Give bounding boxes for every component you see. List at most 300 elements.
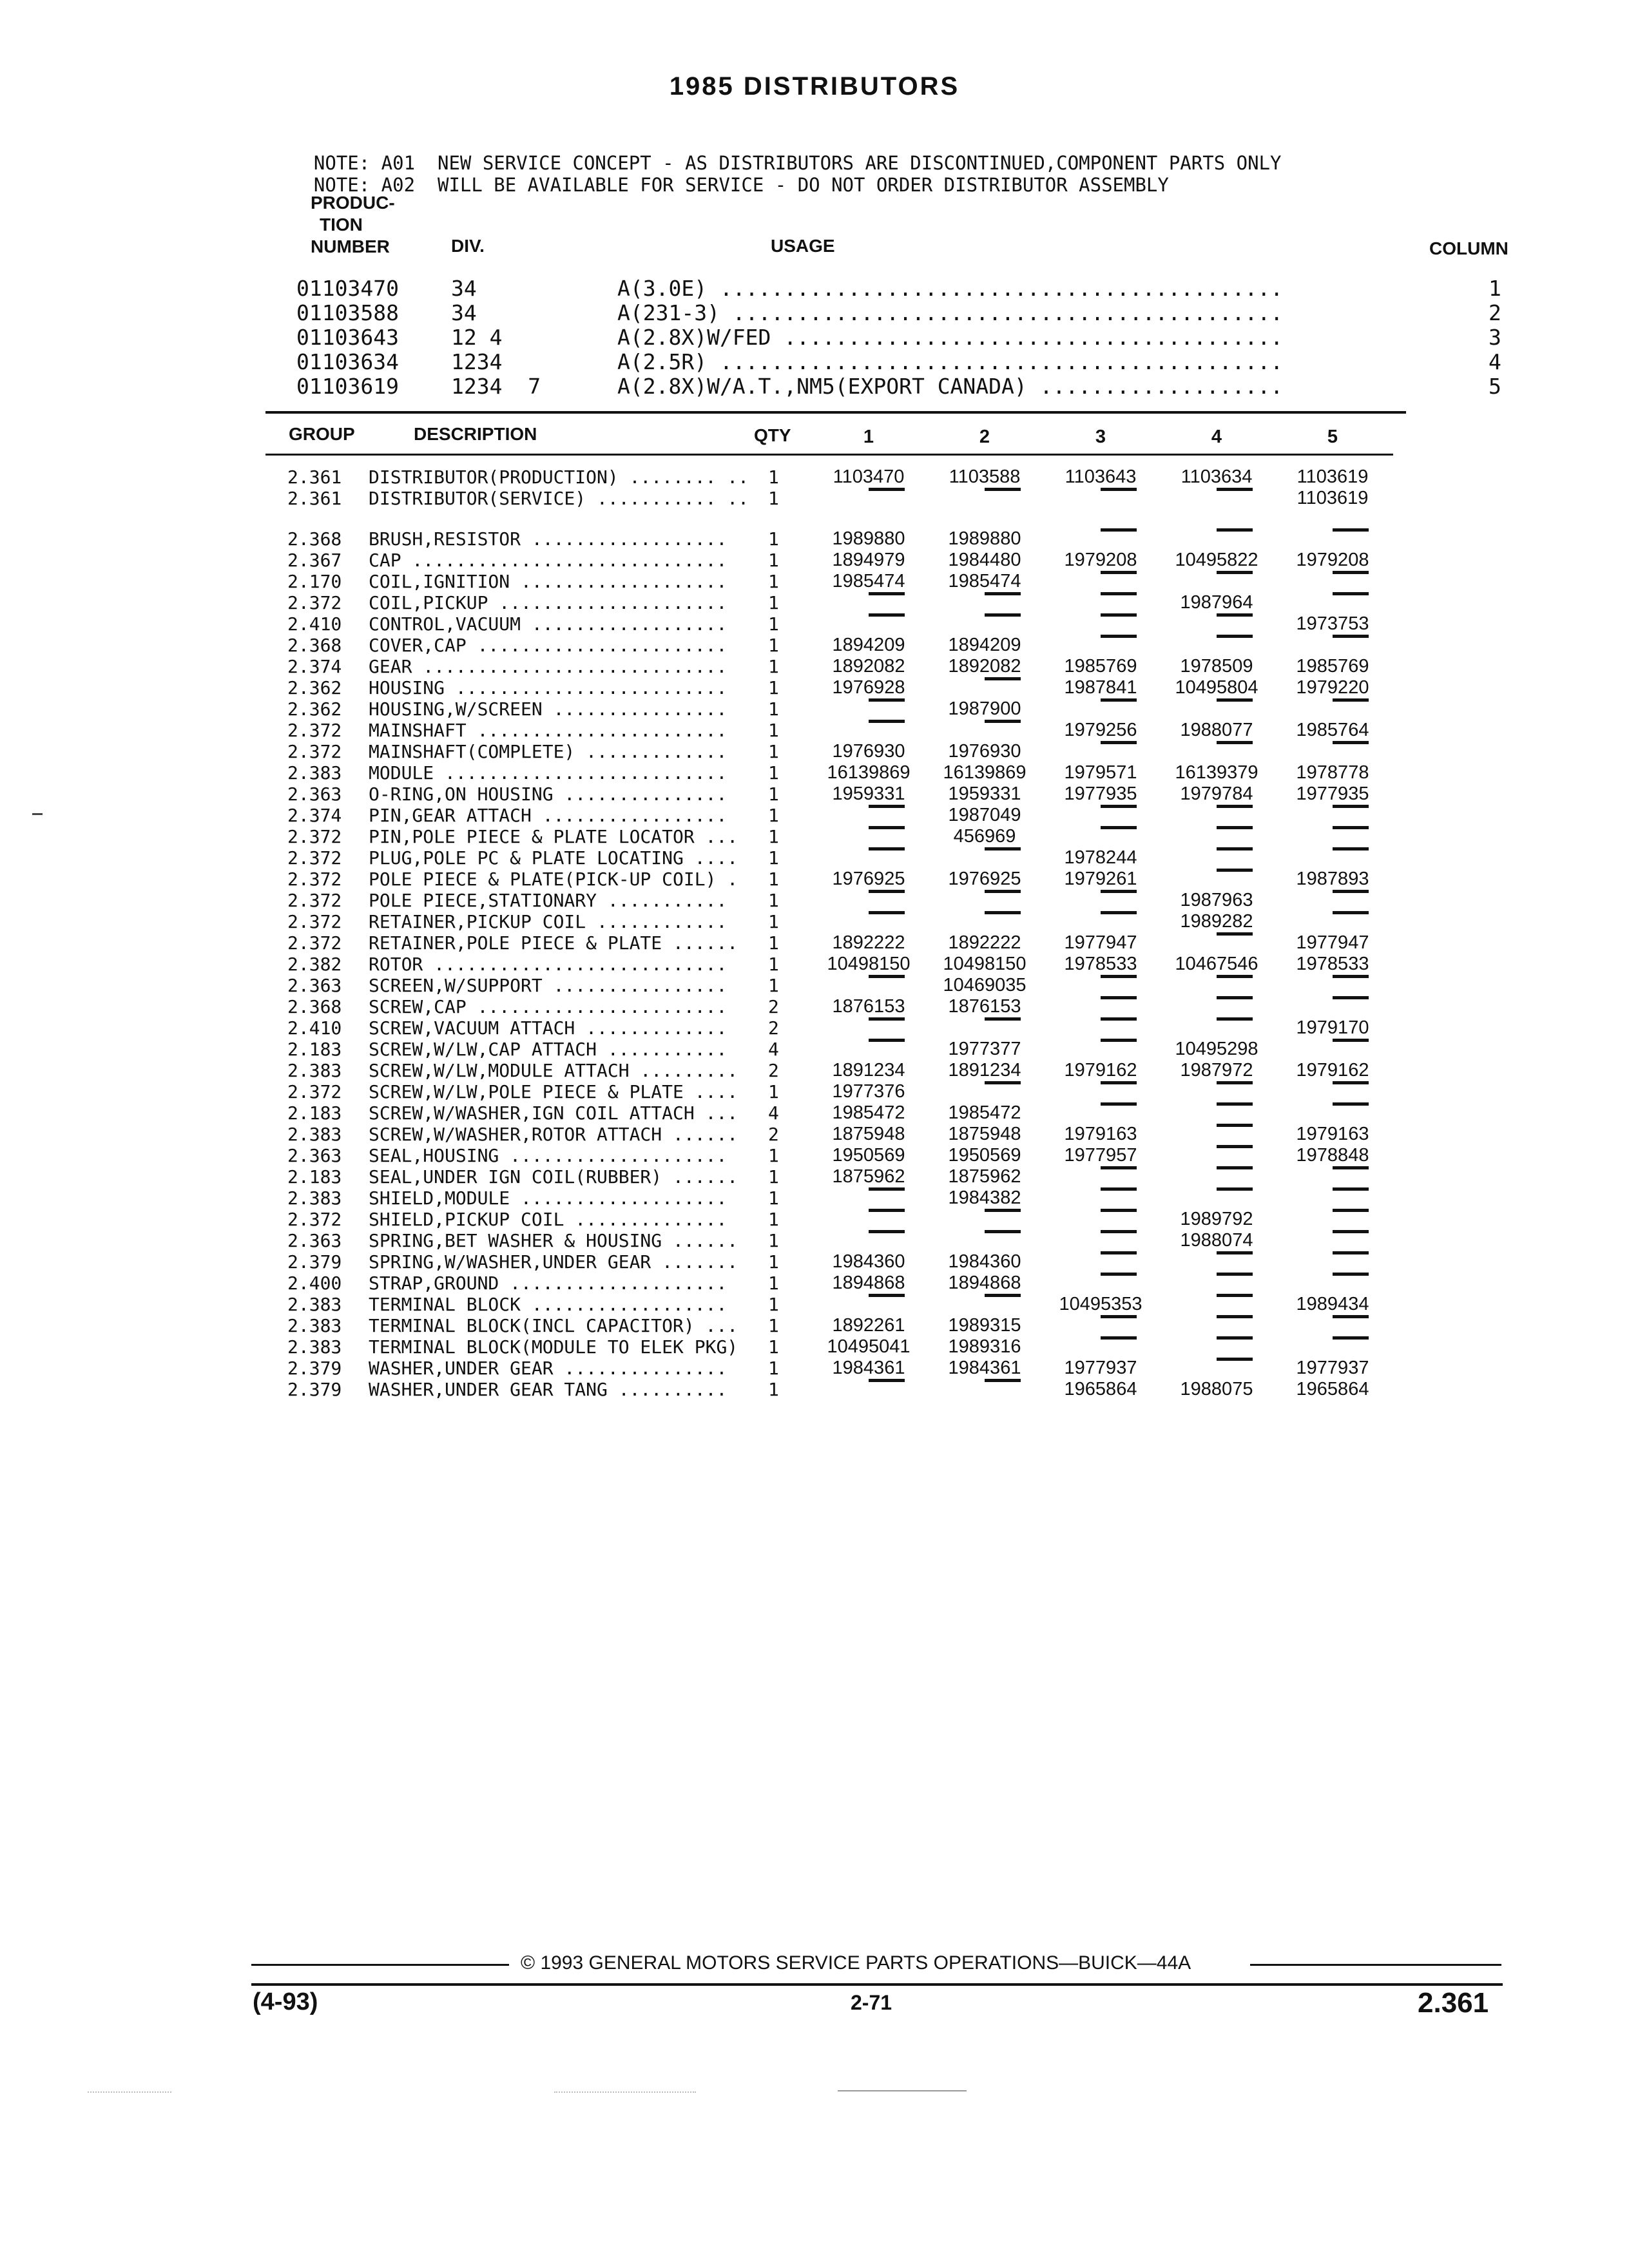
part-number: 1950569: [832, 1145, 905, 1166]
dash-mark: [1101, 741, 1137, 744]
part-number: 1989282: [1180, 911, 1253, 932]
part-number: 1977947: [1064, 932, 1137, 953]
part-number: 1984382: [948, 1187, 1021, 1208]
table-row: [0, 1251, 1629, 1273]
group-code: 2.383: [287, 1336, 342, 1358]
dash-mark: [1217, 1358, 1253, 1361]
part-number: 1876153: [832, 996, 905, 1017]
part-number: 1979784: [1180, 783, 1253, 804]
division: 34: [451, 276, 477, 301]
dash-mark: [985, 1081, 1021, 1084]
part-number: 1985474: [832, 571, 905, 591]
dash-mark: [1333, 826, 1369, 829]
quantity: 2: [768, 1060, 779, 1081]
scan-mark: [88, 2091, 171, 2094]
quantity: 4: [768, 1039, 779, 1060]
table-row: [0, 656, 1629, 677]
group-code: 2.410: [287, 613, 342, 635]
group-code: 2.183: [287, 1102, 342, 1124]
part-description: GEAR ............................: [369, 656, 728, 677]
revision-date: (4-93): [253, 1988, 318, 2015]
group-code: 2.372: [287, 741, 342, 762]
column-1-header: 1: [863, 427, 874, 447]
part-number: 1977947: [1296, 932, 1369, 953]
table-row: [0, 613, 1629, 635]
usage: A(2.8X)W/A.T.,NM5(EXPORT CANADA) ...................: [617, 374, 1284, 399]
division: 34: [451, 300, 477, 325]
table-row: [0, 996, 1629, 1017]
table-row: [0, 1081, 1629, 1102]
qty-header: QTY: [754, 425, 791, 445]
quantity: 1: [768, 528, 779, 550]
dash-mark: [1217, 741, 1253, 744]
part-number: 1978848: [1296, 1145, 1369, 1166]
section-number: 2.361: [1418, 1987, 1489, 2019]
dash-mark: [1101, 1102, 1137, 1106]
dash-mark: [1101, 1166, 1137, 1169]
note-text: NEW SERVICE CONCEPT - AS DISTRIBUTORS ARE DISCONTINUED,COMPONENT PARTS ONLY: [437, 152, 1282, 174]
table-row: [0, 826, 1629, 847]
dash-mark: [985, 488, 1021, 491]
table-row: [0, 805, 1629, 826]
dash-mark: [1101, 1336, 1137, 1340]
dash-mark: [1333, 911, 1369, 914]
table-row: [0, 1039, 1629, 1060]
dash-mark: [1101, 1251, 1137, 1254]
part-number: 1973753: [1296, 613, 1369, 634]
part-number: 1984480: [948, 550, 1021, 570]
part-number: 1977957: [1064, 1145, 1137, 1166]
dash-mark: [1333, 1315, 1369, 1318]
group-code: 2.372: [287, 847, 342, 869]
quantity: 1: [768, 1379, 779, 1400]
quantity: 1: [768, 826, 779, 847]
part-description: MAINSHAFT .......................: [369, 720, 728, 741]
scan-mark: [554, 2091, 696, 2094]
dash-mark: [1333, 1102, 1369, 1106]
quantity: 1: [768, 1187, 779, 1209]
dash-mark: [1333, 890, 1369, 893]
part-number: 1989434: [1296, 1294, 1369, 1314]
table-row: [0, 954, 1629, 975]
quantity: 1: [768, 1209, 779, 1230]
copyright-text: © 1993 GENERAL MOTORS SERVICE PARTS OPERATIONS—BUICK—44A: [521, 1952, 1191, 1974]
footer-rule-left: [251, 1964, 509, 1966]
dash-mark: [1333, 698, 1369, 702]
part-number: 1976925: [832, 869, 905, 889]
table-row: [0, 1145, 1629, 1166]
dash-mark: [1333, 1209, 1369, 1212]
table-row: [0, 975, 1629, 996]
part-number: 1959331: [832, 783, 905, 804]
quantity: 1: [768, 550, 779, 571]
dash-mark: [1333, 528, 1369, 532]
dash-mark: [985, 613, 1021, 617]
dash-mark: [1101, 996, 1137, 999]
part-number: 1976930: [948, 741, 1021, 762]
part-description: SCREW,W/LW,MODULE ATTACH .........: [369, 1060, 738, 1081]
production-row: [0, 374, 1629, 398]
group-code: 2.383: [287, 1187, 342, 1209]
group-code: 2.363: [287, 975, 342, 996]
production-number: 01103643: [296, 325, 399, 350]
dash-mark: [1333, 741, 1369, 744]
group-code: 2.368: [287, 528, 342, 550]
footer-rule-right: [1250, 1964, 1501, 1966]
note-a02: [291, 152, 1169, 196]
dash-mark: [869, 592, 905, 595]
part-number: 1876153: [948, 996, 1021, 1017]
group-code: 2.361: [287, 466, 342, 488]
table-row: [0, 592, 1629, 613]
part-description: DISTRIBUTOR(SERVICE) ........... ..: [369, 488, 749, 509]
dash-mark: [1101, 1081, 1137, 1084]
dash-mark: [1217, 528, 1253, 532]
part-number: 1103634: [1181, 466, 1253, 487]
table-row: [0, 571, 1629, 592]
table-row: [0, 677, 1629, 698]
part-number: 1985764: [1296, 720, 1369, 740]
dash-mark: [1333, 996, 1369, 999]
group-code: 2.361: [287, 488, 342, 509]
part-description: PLUG,POLE PC & PLATE LOCATING ....: [369, 847, 738, 869]
part-description: PIN,GEAR ATTACH .................: [369, 805, 728, 826]
dash-mark: [1101, 698, 1137, 702]
part-number: 1985472: [948, 1102, 1021, 1123]
part-number: 1988075: [1180, 1379, 1253, 1399]
part-description: SHIELD,MODULE ...................: [369, 1187, 728, 1209]
part-number: 1103643: [1065, 466, 1137, 487]
part-description: SCREW,VACUUM ATTACH .............: [369, 1017, 728, 1039]
group-code: 2.372: [287, 720, 342, 741]
part-description: DISTRIBUTOR(PRODUCTION) ........ ..: [369, 466, 749, 488]
part-number: 16139869: [943, 762, 1027, 783]
page-number: 2-71: [851, 1991, 892, 2014]
quantity: 1: [768, 720, 779, 741]
part-description: SCREW,W/LW,CAP ATTACH ...........: [369, 1039, 728, 1060]
usage: A(231-3) ...........................................: [617, 300, 1284, 325]
part-number: 456969: [953, 826, 1016, 847]
group-code: 2.363: [287, 783, 342, 805]
column-5-header: 5: [1327, 427, 1338, 447]
part-number: 1979571: [1064, 762, 1137, 783]
part-description: HOUSING .........................: [369, 677, 728, 698]
table-row: [0, 528, 1629, 550]
part-number: 1978509: [1180, 656, 1253, 677]
quantity: 1: [768, 932, 779, 954]
part-number: 1891234: [948, 1060, 1021, 1081]
dash-mark: [1101, 1315, 1137, 1318]
table-row: [0, 1379, 1629, 1400]
table-row: [0, 741, 1629, 762]
dash-mark: [1333, 1230, 1369, 1233]
dash-mark: [869, 1209, 905, 1212]
dash-mark: [1101, 1017, 1137, 1021]
part-description: SEAL,HOUSING ....................: [369, 1145, 728, 1166]
part-description: SEAL,UNDER IGN COIL(RUBBER) ......: [369, 1166, 738, 1187]
table-row: [0, 762, 1629, 783]
note-label: NOTE: A02: [313, 174, 416, 196]
quantity: 1: [768, 890, 779, 911]
dash-mark: [1101, 826, 1137, 829]
quantity: 1: [768, 613, 779, 635]
dash-mark: [869, 805, 905, 808]
group-code: 2.170: [287, 571, 342, 592]
part-number: 1989315: [948, 1315, 1021, 1336]
table-row: [0, 466, 1629, 488]
quantity: 1: [768, 869, 779, 890]
production-row: [0, 325, 1629, 349]
dash-mark: [1217, 805, 1253, 808]
dash-mark: [985, 1209, 1021, 1212]
part-description: ROTOR ...........................: [369, 954, 728, 975]
dash-mark: [1217, 635, 1253, 638]
part-description: SCREEN,W/SUPPORT ................: [369, 975, 728, 996]
table-row: [0, 1358, 1629, 1379]
group-code: 2.383: [287, 1294, 342, 1315]
quantity: 1: [768, 1081, 779, 1102]
quantity: 1: [768, 488, 779, 509]
part-number: 1979163: [1296, 1124, 1369, 1144]
dash-mark: [985, 1379, 1021, 1382]
part-number: 1977937: [1064, 1358, 1137, 1378]
dash-mark: [1101, 890, 1137, 893]
part-number: 1979208: [1064, 550, 1137, 570]
part-number: 1987049: [948, 805, 1021, 825]
dash-mark: [869, 975, 905, 978]
part-description: CAP .............................: [369, 550, 728, 571]
part-number: 1979163: [1064, 1124, 1137, 1144]
dash-mark: [1333, 805, 1369, 808]
quantity: 1: [768, 741, 779, 762]
dash-mark: [1217, 1251, 1253, 1254]
part-number: 1978778: [1296, 762, 1369, 783]
header-line: PRODUC-: [311, 193, 395, 213]
dash-mark: [1217, 869, 1253, 872]
group-code: 2.383: [287, 1060, 342, 1081]
quantity: 1: [768, 975, 779, 996]
part-number: 1987841: [1064, 677, 1137, 698]
dash-mark: [1101, 635, 1137, 638]
dash-mark: [985, 592, 1021, 595]
part-number: 1987972: [1180, 1060, 1253, 1081]
dash-mark: [1101, 592, 1137, 595]
part-number: 1103470: [833, 466, 905, 487]
part-description: PIN,POLE PIECE & PLATE LOCATOR ...: [369, 826, 738, 847]
table-row: [0, 1166, 1629, 1187]
part-number: 1892261: [832, 1315, 905, 1336]
part-number: 1978533: [1296, 954, 1369, 974]
part-number: 10495298: [1175, 1039, 1258, 1059]
part-number: 1978533: [1064, 954, 1137, 974]
part-description: CONTROL,VACUUM ..................: [369, 613, 728, 635]
part-number: 1989880: [948, 528, 1021, 549]
part-number: 1977937: [1296, 1358, 1369, 1378]
quantity: 1: [768, 1294, 779, 1315]
quantity: 1: [768, 911, 779, 932]
dash-mark: [869, 1230, 905, 1233]
part-number: 1892082: [948, 656, 1021, 677]
part-number: 1984361: [948, 1358, 1021, 1378]
column-4-header: 4: [1211, 427, 1222, 447]
dash-mark: [1217, 488, 1253, 491]
group-code: 2.379: [287, 1251, 342, 1273]
part-number: 1987893: [1296, 869, 1369, 889]
group-code: 2.382: [287, 954, 342, 975]
production-number: 01103588: [296, 300, 399, 325]
production-number: 01103634: [296, 349, 399, 374]
dash-mark: [1101, 911, 1137, 914]
part-number: 1989316: [948, 1336, 1021, 1357]
quantity: 1: [768, 1273, 779, 1294]
part-description: TERMINAL BLOCK(MODULE TO ELEK PKG): [369, 1336, 738, 1358]
part-number: 1987964: [1180, 592, 1253, 613]
part-number: 10495822: [1175, 550, 1258, 570]
part-number: 10495804: [1175, 677, 1258, 698]
part-description: BRUSH,RESISTOR ..................: [369, 528, 728, 550]
description-header: DESCRIPTION: [414, 424, 537, 444]
dash-mark: [869, 911, 905, 914]
table-row: [0, 911, 1629, 932]
part-number: 1985474: [948, 571, 1021, 591]
dash-mark: [869, 1379, 905, 1382]
part-number: 16139379: [1175, 762, 1258, 783]
dash-mark: [869, 1017, 905, 1021]
part-description: RETAINER,PICKUP COIL ............: [369, 911, 728, 932]
group-code: 2.372: [287, 932, 342, 954]
dash-mark: [985, 677, 1021, 680]
part-number: 1984361: [832, 1358, 905, 1378]
quantity: 1: [768, 1336, 779, 1358]
usage: A(2.5R) ............................................: [617, 349, 1284, 374]
quantity: 1: [768, 1315, 779, 1336]
part-number: 1987963: [1180, 890, 1253, 910]
part-number: 16139869: [827, 762, 911, 783]
group-code: 2.372: [287, 890, 342, 911]
part-number: 1977376: [832, 1081, 905, 1102]
group-code: 2.379: [287, 1358, 342, 1379]
part-number: 1988074: [1180, 1230, 1253, 1251]
production-number: 01103619: [296, 374, 399, 399]
group-code: 2.372: [287, 911, 342, 932]
dash-mark: [1333, 635, 1369, 638]
division: 1234: [451, 349, 503, 374]
group-code: 2.410: [287, 1017, 342, 1039]
production-number: 01103470: [296, 276, 399, 301]
part-number: 1989792: [1180, 1209, 1253, 1229]
quantity: 1: [768, 635, 779, 656]
part-number: 1892222: [948, 932, 1021, 953]
table-row: [0, 869, 1629, 890]
column-number: 1: [1489, 276, 1501, 301]
group-code: 2.362: [287, 677, 342, 698]
group-code: 2.363: [287, 1230, 342, 1251]
table-row: [0, 720, 1629, 741]
quantity: 1: [768, 571, 779, 592]
dash-mark: [985, 847, 1021, 850]
part-number: 1976925: [948, 869, 1021, 889]
dash-mark: [1217, 1273, 1253, 1276]
dash-mark: [1217, 1336, 1253, 1340]
group-code: 2.379: [287, 1379, 342, 1400]
part-number: 1979261: [1064, 869, 1137, 889]
part-number: 1894209: [832, 635, 905, 655]
dash-mark: [1101, 488, 1137, 491]
dash-mark: [985, 1230, 1021, 1233]
part-number: 10498150: [943, 954, 1027, 974]
dash-mark: [1333, 1251, 1369, 1254]
quantity: 2: [768, 996, 779, 1017]
dash-mark: [1101, 571, 1137, 574]
part-description: COIL,IGNITION ...................: [369, 571, 728, 592]
part-description: MAINSHAFT(COMPLETE) .............: [369, 741, 728, 762]
usage-header: USAGE: [771, 236, 835, 256]
part-number: 1985472: [832, 1102, 905, 1123]
dash-mark: [985, 1017, 1021, 1021]
table-row: [0, 1336, 1629, 1358]
part-number: 1875948: [948, 1124, 1021, 1144]
dash-mark: [1101, 613, 1137, 617]
dash-mark: [869, 890, 905, 893]
group-code: 2.400: [287, 1273, 342, 1294]
group-code: 2.183: [287, 1166, 342, 1187]
quantity: 1: [768, 1358, 779, 1379]
group-code: 2.183: [287, 1039, 342, 1060]
table-row: [0, 1124, 1629, 1145]
dash-mark: [1101, 1230, 1137, 1233]
part-description: HOUSING,W/SCREEN ................: [369, 698, 728, 720]
dash-mark: [1217, 1294, 1253, 1297]
production-row: [0, 300, 1629, 325]
part-number: 1894209: [948, 635, 1021, 655]
part-description: MODULE ..........................: [369, 762, 728, 783]
part-number: 10495353: [1059, 1294, 1142, 1314]
table-header-rule: [265, 454, 1393, 456]
dash-mark: [1217, 613, 1253, 617]
part-description: SPRING,BET WASHER & HOUSING ......: [369, 1230, 738, 1251]
dash-mark: [869, 1294, 905, 1297]
part-number: 1965864: [1296, 1379, 1369, 1399]
group-code: 2.368: [287, 635, 342, 656]
table-row: [0, 847, 1629, 869]
division: 1234 7: [451, 374, 541, 399]
usage: A(2.8X)W/FED .......................................: [617, 325, 1284, 350]
quantity: 1: [768, 1251, 779, 1273]
table-row: [0, 1102, 1629, 1124]
column-number: 5: [1489, 374, 1501, 399]
group-code: 2.374: [287, 805, 342, 826]
margin-mark: [32, 813, 43, 815]
part-number: 1978244: [1064, 847, 1137, 868]
table-row: [0, 932, 1629, 954]
part-number: 1875962: [948, 1166, 1021, 1187]
dash-mark: [1217, 1315, 1253, 1318]
part-number: 1892082: [832, 656, 905, 677]
group-code: 2.367: [287, 550, 342, 571]
dash-mark: [1333, 1336, 1369, 1340]
part-number: 1984360: [832, 1251, 905, 1272]
dash-mark: [869, 720, 905, 723]
dash-mark: [1333, 1273, 1369, 1276]
group-code: 2.372: [287, 1081, 342, 1102]
dash-mark: [1101, 1187, 1137, 1191]
quantity: 1: [768, 954, 779, 975]
part-number: 10498150: [827, 954, 911, 974]
dash-mark: [869, 1039, 905, 1042]
part-number: 1985769: [1296, 656, 1369, 677]
part-description: TERMINAL BLOCK(INCL CAPACITOR) ...: [369, 1315, 738, 1336]
dash-mark: [1101, 528, 1137, 532]
